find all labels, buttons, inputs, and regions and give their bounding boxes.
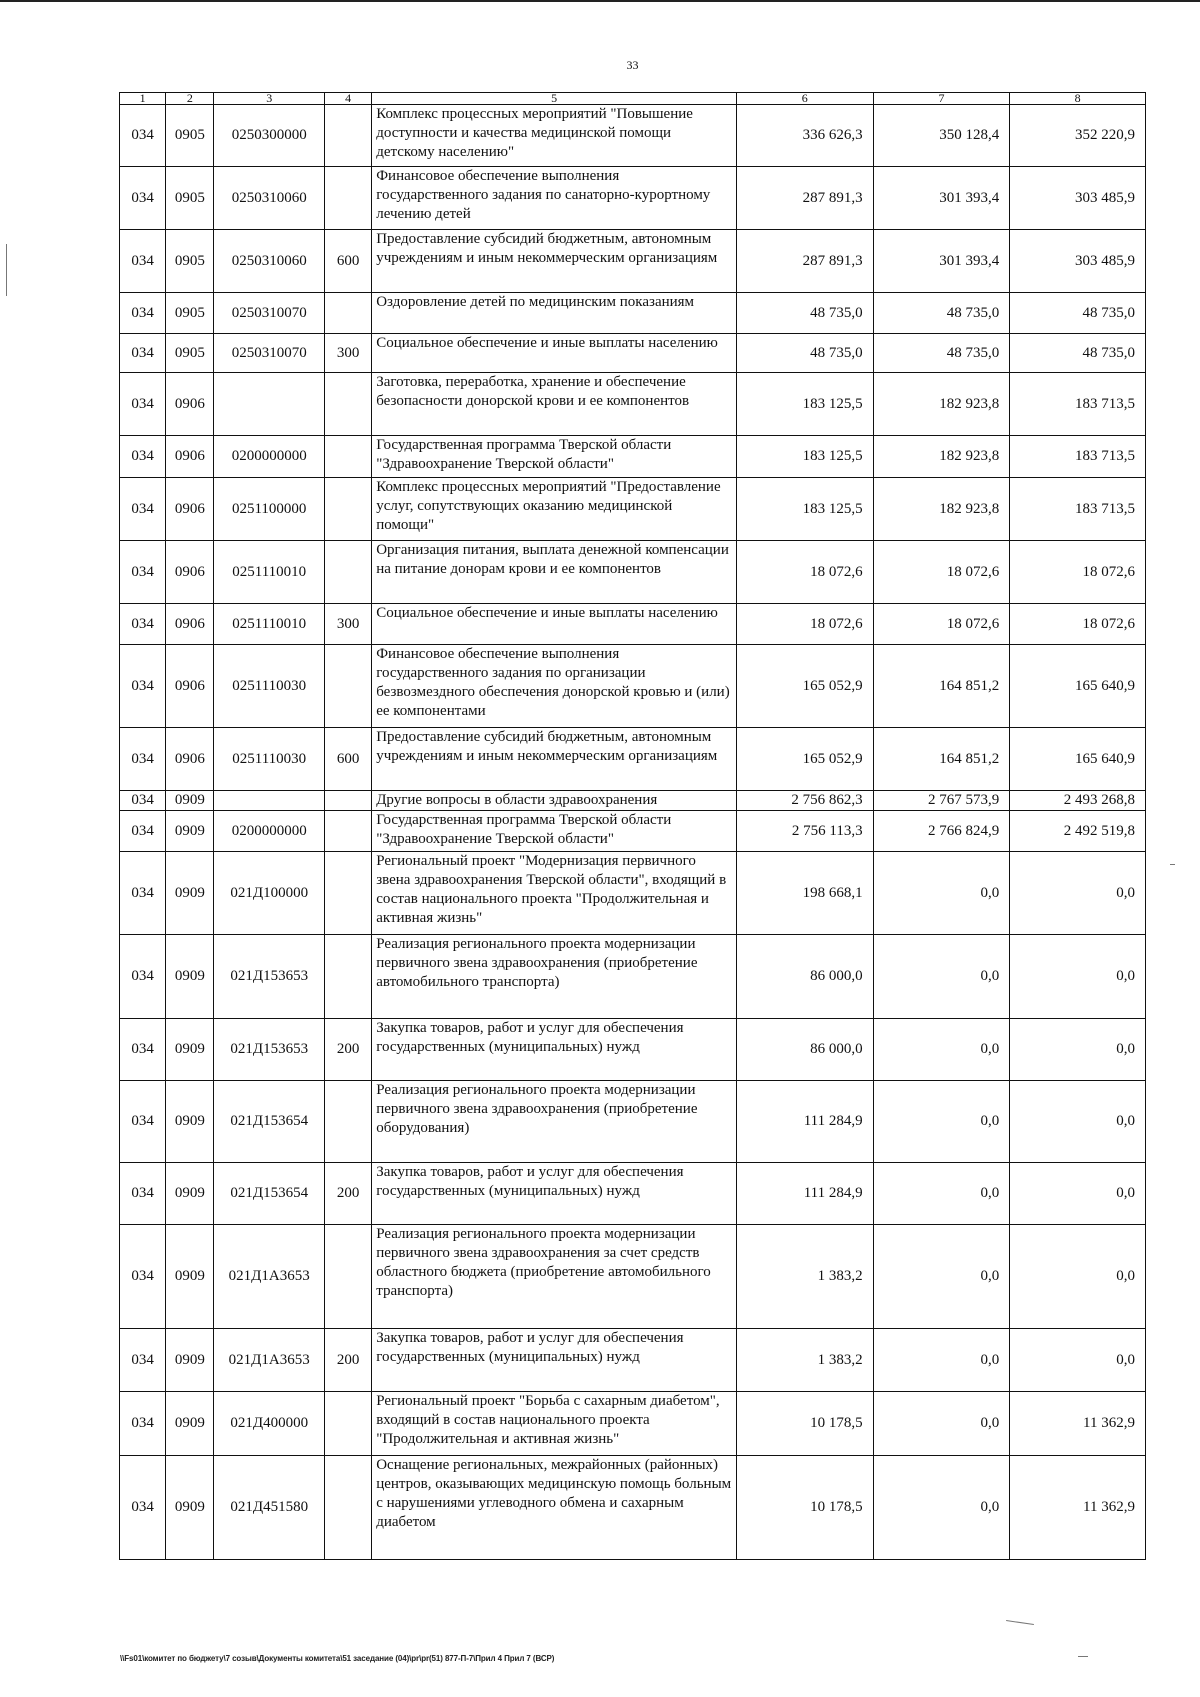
amount-col8: 0,0 bbox=[1010, 935, 1146, 1019]
amount-col6: 165 052,9 bbox=[736, 728, 873, 791]
item-name: Социальное обеспечение и иные выплаты населению bbox=[372, 604, 737, 645]
code-ministry: 034 bbox=[120, 167, 166, 230]
code-target-article: 021Д153653 bbox=[214, 1019, 325, 1081]
amount-col8: 183 713,5 bbox=[1010, 373, 1146, 436]
amount-col6: 10 178,5 bbox=[736, 1392, 873, 1456]
code-ministry: 034 bbox=[120, 293, 166, 334]
page-number: 33 bbox=[626, 58, 639, 72]
table-row bbox=[120, 167, 1146, 230]
column-number: 1 bbox=[120, 93, 166, 105]
item-name: Организация питания, выплата денежной компенсации на питание донорам крови и ее компонентов bbox=[372, 541, 737, 604]
item-name: Региональный проект "Модернизация первичного звена здравоохранения Тверской области", входящий в состав национального проекта "Продолжительная и активная жизнь" bbox=[372, 852, 737, 935]
code-expense-type bbox=[324, 293, 371, 334]
code-ministry: 034 bbox=[120, 105, 166, 167]
code-section: 0909 bbox=[166, 1329, 214, 1392]
table-row bbox=[120, 478, 1146, 541]
code-target-article: 021Д100000 bbox=[214, 852, 325, 935]
amount-col8: 2 492 519,8 bbox=[1010, 811, 1146, 852]
item-name: Предоставление субсидий бюджетным, автономным учреждениям и иным некоммерческим организациям bbox=[372, 230, 737, 293]
code-expense-type bbox=[324, 935, 371, 1019]
code-target-article: 021Д153654 bbox=[214, 1081, 325, 1163]
code-expense-type bbox=[324, 1456, 371, 1560]
code-ministry: 034 bbox=[120, 1019, 166, 1081]
table-row bbox=[120, 1456, 1146, 1560]
item-name: Предоставление субсидий бюджетным, автономным учреждениям и иным некоммерческим организациям bbox=[372, 728, 737, 791]
code-ministry: 034 bbox=[120, 811, 166, 852]
item-name: Закупка товаров, работ и услуг для обеспечения государственных (муниципальных) нужд bbox=[372, 1329, 737, 1392]
code-section: 0906 bbox=[166, 436, 214, 478]
table-row bbox=[120, 1163, 1146, 1225]
code-target-article: 0250300000 bbox=[214, 105, 325, 167]
code-target-article: 0200000000 bbox=[214, 811, 325, 852]
amount-col7: 182 923,8 bbox=[873, 436, 1010, 478]
column-number: 2 bbox=[166, 93, 214, 105]
table-row bbox=[120, 1081, 1146, 1163]
amount-col7: 18 072,6 bbox=[873, 541, 1010, 604]
scan-mark bbox=[1170, 864, 1175, 865]
code-target-article: 0250310070 bbox=[214, 334, 325, 373]
column-number: 4 bbox=[324, 93, 371, 105]
code-expense-type bbox=[324, 1392, 371, 1456]
code-expense-type bbox=[324, 167, 371, 230]
table-row bbox=[120, 1225, 1146, 1329]
code-ministry: 034 bbox=[120, 645, 166, 728]
item-name: Социальное обеспечение и иные выплаты населению bbox=[372, 334, 737, 373]
item-name: Закупка товаров, работ и услуг для обеспечения государственных (муниципальных) нужд bbox=[372, 1019, 737, 1081]
code-ministry: 034 bbox=[120, 1081, 166, 1163]
amount-col6: 2 756 113,3 bbox=[736, 811, 873, 852]
table-row bbox=[120, 645, 1146, 728]
column-number: 8 bbox=[1010, 93, 1146, 105]
amount-col8: 165 640,9 bbox=[1010, 728, 1146, 791]
amount-col6: 287 891,3 bbox=[736, 230, 873, 293]
code-ministry: 034 bbox=[120, 1392, 166, 1456]
column-number: 3 bbox=[214, 93, 325, 105]
amount-col6: 336 626,3 bbox=[736, 105, 873, 167]
amount-col7: 0,0 bbox=[873, 1456, 1010, 1560]
code-section: 0906 bbox=[166, 478, 214, 541]
amount-col8: 0,0 bbox=[1010, 1019, 1146, 1081]
table-row bbox=[120, 728, 1146, 791]
amount-col7: 182 923,8 bbox=[873, 478, 1010, 541]
code-ministry: 034 bbox=[120, 373, 166, 436]
code-section: 0905 bbox=[166, 230, 214, 293]
item-name: Реализация регионального проекта модернизации первичного звена здравоохранения за счет средств областного бюджета (приобретение автомобильного транспорта) bbox=[372, 1225, 737, 1329]
code-target-article: 0251110010 bbox=[214, 541, 325, 604]
item-name: Государственная программа Тверской области "Здравоохранение Тверской области" bbox=[372, 436, 737, 478]
scan-mark bbox=[1006, 1620, 1034, 1625]
table-row bbox=[120, 373, 1146, 436]
code-ministry: 034 bbox=[120, 230, 166, 293]
code-ministry: 034 bbox=[120, 334, 166, 373]
code-expense-type: 600 bbox=[324, 728, 371, 791]
amount-col7: 2 766 824,9 bbox=[873, 811, 1010, 852]
amount-col8: 303 485,9 bbox=[1010, 167, 1146, 230]
amount-col7: 182 923,8 bbox=[873, 373, 1010, 436]
amount-col7: 18 072,6 bbox=[873, 604, 1010, 645]
table-row bbox=[120, 1392, 1146, 1456]
amount-col7: 0,0 bbox=[873, 1329, 1010, 1392]
code-section: 0909 bbox=[166, 1163, 214, 1225]
amount-col7: 0,0 bbox=[873, 1163, 1010, 1225]
table-row bbox=[120, 791, 1146, 811]
amount-col7: 164 851,2 bbox=[873, 728, 1010, 791]
amount-col7: 0,0 bbox=[873, 935, 1010, 1019]
amount-col7: 301 393,4 bbox=[873, 230, 1010, 293]
item-name: Комплекс процессных мероприятий "Повышение доступности и качества медицинской помощи детскому населению" bbox=[372, 105, 737, 167]
scan-mark bbox=[1078, 1656, 1088, 1657]
amount-col8: 0,0 bbox=[1010, 1163, 1146, 1225]
code-section: 0909 bbox=[166, 1225, 214, 1329]
amount-col6: 111 284,9 bbox=[736, 1081, 873, 1163]
code-expense-type bbox=[324, 852, 371, 935]
code-target-article: 021Д153654 bbox=[214, 1163, 325, 1225]
code-expense-type: 600 bbox=[324, 230, 371, 293]
amount-col8: 0,0 bbox=[1010, 1081, 1146, 1163]
amount-col6: 1 383,2 bbox=[736, 1329, 873, 1392]
amount-col6: 2 756 862,3 bbox=[736, 791, 873, 811]
amount-col6: 183 125,5 bbox=[736, 436, 873, 478]
item-name: Закупка товаров, работ и услуг для обеспечения государственных (муниципальных) нужд bbox=[372, 1163, 737, 1225]
code-expense-type bbox=[324, 1081, 371, 1163]
item-name: Оснащение региональных, межрайонных (районных) центров, оказывающих медицинскую помощь больным с нарушениями углеводного обмена и сахарным диабетом bbox=[372, 1456, 737, 1560]
amount-col8: 352 220,9 bbox=[1010, 105, 1146, 167]
code-expense-type: 200 bbox=[324, 1019, 371, 1081]
code-target-article bbox=[214, 373, 325, 436]
code-expense-type bbox=[324, 105, 371, 167]
amount-col6: 1 383,2 bbox=[736, 1225, 873, 1329]
amount-col8: 0,0 bbox=[1010, 1329, 1146, 1392]
code-section: 0906 bbox=[166, 604, 214, 645]
code-ministry: 034 bbox=[120, 541, 166, 604]
item-name: Финансовое обеспечение выполнения государственного задания по организации безвозмездного обеспечения донорской кровью и (или) ее компонентами bbox=[372, 645, 737, 728]
amount-col6: 183 125,5 bbox=[736, 478, 873, 541]
item-name: Региональный проект "Борьба с сахарным диабетом", входящий в состав национального проекта "Продолжительная и активная жизнь" bbox=[372, 1392, 737, 1456]
item-name: Оздоровление детей по медицинским показаниям bbox=[372, 293, 737, 334]
code-target-article: 0250310060 bbox=[214, 167, 325, 230]
amount-col6: 287 891,3 bbox=[736, 167, 873, 230]
code-section: 0909 bbox=[166, 811, 214, 852]
code-target-article: 0251100000 bbox=[214, 478, 325, 541]
code-section: 0905 bbox=[166, 105, 214, 167]
code-ministry: 034 bbox=[120, 478, 166, 541]
amount-col6: 18 072,6 bbox=[736, 604, 873, 645]
amount-col7: 350 128,4 bbox=[873, 105, 1010, 167]
amount-col7: 0,0 bbox=[873, 1392, 1010, 1456]
code-section: 0909 bbox=[166, 791, 214, 811]
code-section: 0906 bbox=[166, 728, 214, 791]
table-row bbox=[120, 541, 1146, 604]
amount-col6: 183 125,5 bbox=[736, 373, 873, 436]
amount-col6: 48 735,0 bbox=[736, 293, 873, 334]
table-row bbox=[120, 334, 1146, 373]
table-row bbox=[120, 935, 1146, 1019]
item-name: Государственная программа Тверской области "Здравоохранение Тверской области" bbox=[372, 811, 737, 852]
code-expense-type: 300 bbox=[324, 604, 371, 645]
scan-mark bbox=[6, 244, 7, 296]
amount-col6: 111 284,9 bbox=[736, 1163, 873, 1225]
code-expense-type bbox=[324, 645, 371, 728]
amount-col8: 2 493 268,8 bbox=[1010, 791, 1146, 811]
table-row bbox=[120, 105, 1146, 167]
item-name: Финансовое обеспечение выполнения государственного задания по санаторно-курортному лечению детей bbox=[372, 167, 737, 230]
column-number: 7 bbox=[873, 93, 1010, 105]
code-section: 0909 bbox=[166, 1456, 214, 1560]
column-number: 6 bbox=[736, 93, 873, 105]
code-target-article: 021Д400000 bbox=[214, 1392, 325, 1456]
amount-col6: 18 072,6 bbox=[736, 541, 873, 604]
code-expense-type bbox=[324, 436, 371, 478]
amount-col8: 0,0 bbox=[1010, 852, 1146, 935]
amount-col8: 48 735,0 bbox=[1010, 334, 1146, 373]
code-section: 0909 bbox=[166, 852, 214, 935]
table-row bbox=[120, 230, 1146, 293]
code-ministry: 034 bbox=[120, 1329, 166, 1392]
code-section: 0909 bbox=[166, 935, 214, 1019]
amount-col8: 183 713,5 bbox=[1010, 478, 1146, 541]
code-section: 0909 bbox=[166, 1019, 214, 1081]
code-section: 0909 bbox=[166, 1392, 214, 1456]
code-section: 0905 bbox=[166, 334, 214, 373]
item-name: Другие вопросы в области здравоохранения bbox=[372, 791, 737, 811]
code-ministry: 034 bbox=[120, 728, 166, 791]
amount-col6: 198 668,1 bbox=[736, 852, 873, 935]
code-target-article: 0251110030 bbox=[214, 645, 325, 728]
footer-file-path: \\Fs01\комитет по бюджету\7 созыв\Документы комитета\51 заседание (04)\pr\pr(51) 877-П-7\Прил 4 Прил 7 (ВСР) bbox=[120, 1654, 555, 1663]
table-row bbox=[120, 604, 1146, 645]
amount-col8: 48 735,0 bbox=[1010, 293, 1146, 334]
code-ministry: 034 bbox=[120, 604, 166, 645]
amount-col8: 0,0 bbox=[1010, 1225, 1146, 1329]
amount-col6: 48 735,0 bbox=[736, 334, 873, 373]
amount-col6: 165 052,9 bbox=[736, 645, 873, 728]
amount-col7: 164 851,2 bbox=[873, 645, 1010, 728]
item-name: Реализация регионального проекта модернизации первичного звена здравоохранения (приобретение автомобильного транспорта) bbox=[372, 935, 737, 1019]
amount-col8: 18 072,6 bbox=[1010, 541, 1146, 604]
code-target-article: 021Д1А3653 bbox=[214, 1329, 325, 1392]
amount-col7: 48 735,0 bbox=[873, 334, 1010, 373]
code-ministry: 034 bbox=[120, 1225, 166, 1329]
code-section: 0906 bbox=[166, 645, 214, 728]
column-number-row bbox=[120, 93, 1146, 105]
code-section: 0906 bbox=[166, 373, 214, 436]
item-name: Комплекс процессных мероприятий "Предоставление услуг, сопутствующих оказанию медицинской помощи" bbox=[372, 478, 737, 541]
amount-col8: 18 072,6 bbox=[1010, 604, 1146, 645]
table-row bbox=[120, 852, 1146, 935]
code-target-article bbox=[214, 791, 325, 811]
code-target-article: 021Д451580 bbox=[214, 1456, 325, 1560]
item-name: Реализация регионального проекта модернизации первичного звена здравоохранения (приобретение оборудования) bbox=[372, 1081, 737, 1163]
code-section: 0909 bbox=[166, 1081, 214, 1163]
amount-col8: 303 485,9 bbox=[1010, 230, 1146, 293]
code-ministry: 034 bbox=[120, 791, 166, 811]
table-row bbox=[120, 293, 1146, 334]
amount-col7: 0,0 bbox=[873, 852, 1010, 935]
amount-col6: 10 178,5 bbox=[736, 1456, 873, 1560]
code-expense-type bbox=[324, 811, 371, 852]
top-border-line bbox=[0, 0, 1200, 2]
amount-col6: 86 000,0 bbox=[736, 1019, 873, 1081]
code-expense-type: 200 bbox=[324, 1163, 371, 1225]
table-row bbox=[120, 1329, 1146, 1392]
code-target-article: 0251110030 bbox=[214, 728, 325, 791]
code-ministry: 034 bbox=[120, 1163, 166, 1225]
amount-col7: 0,0 bbox=[873, 1019, 1010, 1081]
amount-col6: 86 000,0 bbox=[736, 935, 873, 1019]
code-section: 0906 bbox=[166, 541, 214, 604]
code-expense-type bbox=[324, 478, 371, 541]
code-target-article: 021Д153653 bbox=[214, 935, 325, 1019]
code-ministry: 034 bbox=[120, 935, 166, 1019]
code-expense-type bbox=[324, 1225, 371, 1329]
amount-col7: 2 767 573,9 bbox=[873, 791, 1010, 811]
amount-col7: 48 735,0 bbox=[873, 293, 1010, 334]
code-ministry: 034 bbox=[120, 436, 166, 478]
code-target-article: 0251110010 bbox=[214, 604, 325, 645]
table-row bbox=[120, 436, 1146, 478]
amount-col8: 11 362,9 bbox=[1010, 1392, 1146, 1456]
budget-table bbox=[119, 92, 1146, 1560]
code-expense-type: 300 bbox=[324, 334, 371, 373]
code-target-article: 0250310070 bbox=[214, 293, 325, 334]
table-row bbox=[120, 1019, 1146, 1081]
code-expense-type bbox=[324, 373, 371, 436]
code-target-article: 0250310060 bbox=[214, 230, 325, 293]
code-target-article: 021Д1А3653 bbox=[214, 1225, 325, 1329]
code-ministry: 034 bbox=[120, 1456, 166, 1560]
code-expense-type bbox=[324, 541, 371, 604]
amount-col7: 301 393,4 bbox=[873, 167, 1010, 230]
column-number: 5 bbox=[372, 93, 737, 105]
item-name: Заготовка, переработка, хранение и обеспечение безопасности донорской крови и ее компонентов bbox=[372, 373, 737, 436]
code-expense-type: 200 bbox=[324, 1329, 371, 1392]
table-row bbox=[120, 811, 1146, 852]
code-expense-type bbox=[324, 791, 371, 811]
code-ministry: 034 bbox=[120, 852, 166, 935]
code-section: 0905 bbox=[166, 167, 214, 230]
code-section: 0905 bbox=[166, 293, 214, 334]
amount-col8: 165 640,9 bbox=[1010, 645, 1146, 728]
code-target-article: 0200000000 bbox=[214, 436, 325, 478]
amount-col7: 0,0 bbox=[873, 1081, 1010, 1163]
amount-col7: 0,0 bbox=[873, 1225, 1010, 1329]
amount-col8: 183 713,5 bbox=[1010, 436, 1146, 478]
amount-col8: 11 362,9 bbox=[1010, 1456, 1146, 1560]
